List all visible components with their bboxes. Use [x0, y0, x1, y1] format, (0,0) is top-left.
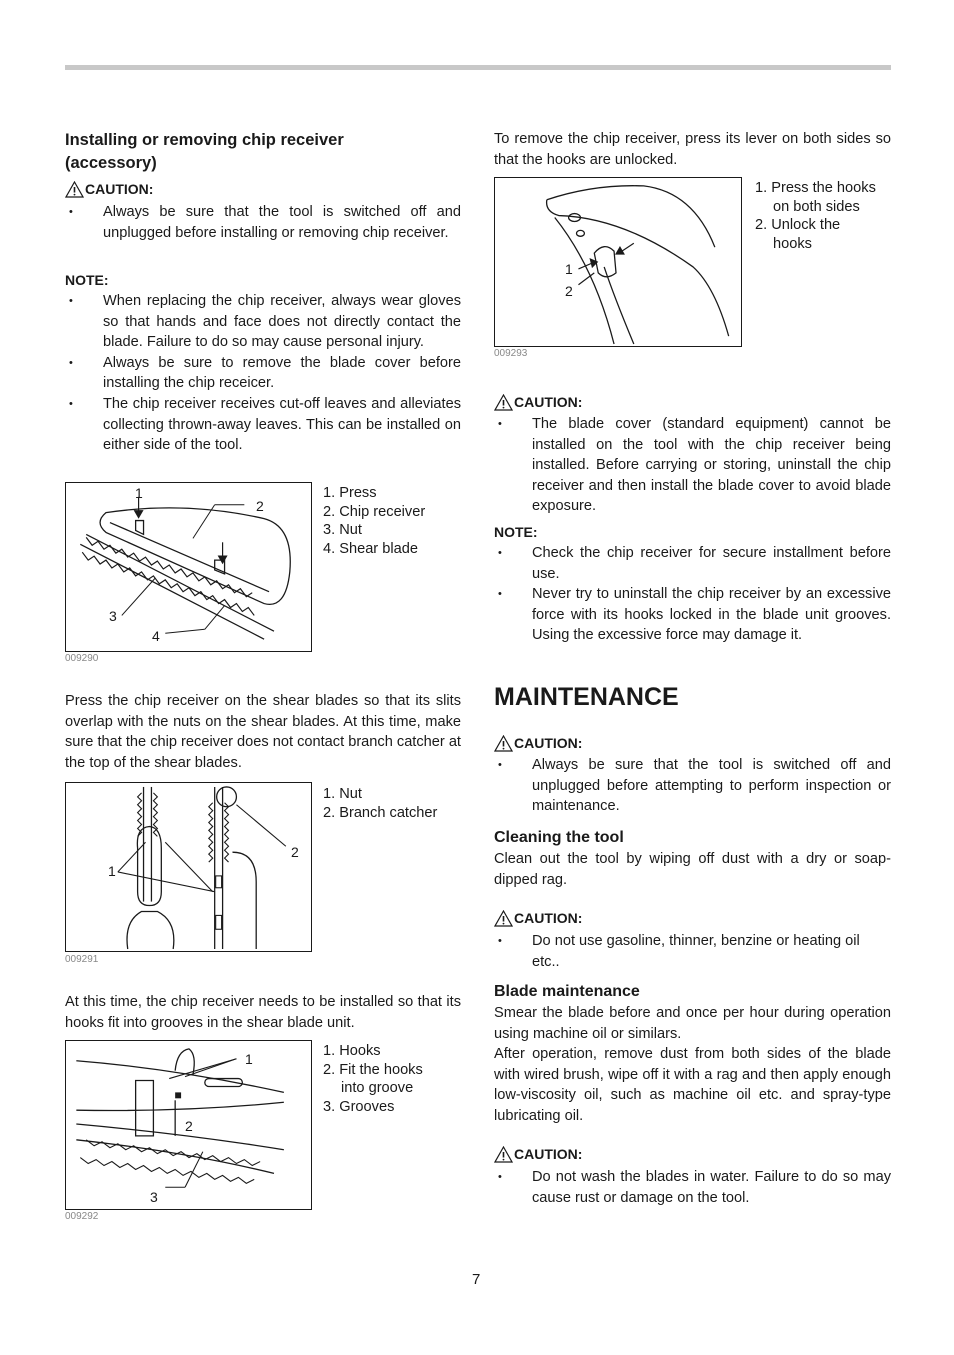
note-label: NOTE: — [494, 524, 538, 540]
callout-3: 3 — [150, 1189, 158, 1205]
list-item: • Always be sure that the tool is switched off and unplugged before attempting to perform inspection or maintenance. — [498, 757, 891, 815]
caution-label-text: CAUTION: — [514, 394, 583, 410]
bullet-icon: • — [498, 547, 502, 559]
figure-legend: 1. Nut 2. Branch catcher — [323, 786, 438, 821]
paragraph-cleaning: Clean out the tool by wiping off dust with a dry or soap-dipped rag. — [494, 851, 891, 888]
bullet-icon: • — [69, 356, 73, 369]
caution-label-text: CAUTION: — [514, 910, 583, 926]
warning-triangle-icon — [494, 910, 513, 927]
bullet-icon: • — [498, 418, 502, 430]
paragraph-remove-chip-receiver: To remove the chip receiver, press its lever on both sides so that the hooks are unlocked. — [494, 131, 891, 168]
chip-receiver-illustration — [66, 483, 311, 651]
callout-3: 3 — [109, 608, 117, 624]
caution-label — [494, 734, 582, 752]
section-heading-maintenance: MAINTENANCE — [494, 683, 679, 711]
caution4-list — [494, 931, 891, 972]
figure-chip-receiver-press — [65, 482, 312, 652]
warning-triangle-icon — [494, 735, 513, 752]
warning-triangle-icon — [494, 394, 513, 411]
bullet-icon: • — [498, 1171, 502, 1183]
bullet-icon: • — [498, 588, 502, 601]
caution2-list — [494, 414, 891, 517]
list-item: • When replacing the chip receiver, always wear gloves so that hands and face does not directly contact the blade. Failure to do so may cause personal injury. — [69, 293, 461, 351]
callout-2: 2 — [256, 498, 264, 514]
figure-legend: 1. Press the hooks on both sides 2. Unlock the hooks — [755, 180, 876, 252]
list-item: • Always be sure that the tool is switched off and unplugged before installing or removing chip receiver. — [69, 204, 461, 241]
warning-triangle-icon — [65, 181, 84, 198]
caution-label — [65, 180, 153, 198]
callout-1: 1 — [245, 1051, 253, 1067]
callout-2: 2 — [185, 1118, 193, 1134]
bullet-icon: • — [69, 206, 73, 218]
figure-code: 009290 — [65, 653, 99, 664]
caution-label — [494, 393, 582, 411]
note2-list — [494, 543, 891, 646]
caution-label — [494, 909, 582, 927]
list-item: • The chip receiver receives cut-off leaves and alleviates collecting thrown-away leaves. This can be installed on either side of the tool. — [69, 395, 461, 454]
figure-nut-branch-catcher — [65, 782, 312, 952]
caution-label-text: CAUTION: — [514, 1146, 583, 1162]
figure-legend: 1. Hooks 2. Fit the hooks into groove 3. Grooves — [323, 1043, 423, 1115]
paragraph-hooks-grooves: At this time, the chip receiver needs to be installed so that its hooks fit into grooves in the shear blade unit. — [65, 994, 461, 1031]
figure-hooks-grooves — [65, 1040, 312, 1210]
unlock-hooks-illustration — [495, 178, 741, 346]
subheading-cleaning: Cleaning the tool — [494, 829, 624, 846]
callout-1: 1 — [565, 261, 573, 277]
figure-unlock-hooks — [494, 177, 742, 347]
caution5-list — [494, 1167, 891, 1208]
list-item: • Check the chip receiver for secure installment before use. — [498, 545, 891, 582]
page-number: 7 — [472, 1271, 481, 1288]
callout-1: 1 — [135, 485, 143, 501]
caution3-list — [494, 755, 891, 817]
note1-list — [65, 291, 461, 456]
install-heading: Installing or removing chip receiver (accessory) — [65, 131, 344, 172]
figure-code: 009293 — [494, 348, 528, 359]
nut-branch-catcher-illustration — [66, 783, 311, 951]
bullet-icon: • — [498, 759, 502, 771]
paragraph-blade-2: After operation, remove dust from both sides of the blade with wired brush, wipe off it with a rag and then apply enough low-viscosity oil, such as machine oil etc. and spray-type lubricating oil. — [494, 1046, 891, 1124]
warning-triangle-icon — [494, 1146, 513, 1163]
list-item: • Do not wash the blades in water. Failure to do so may cause rust or damage on the tool. — [498, 1169, 891, 1206]
bullet-icon: • — [498, 935, 502, 947]
figure-code: 009292 — [65, 1211, 99, 1222]
bullet-icon: • — [69, 397, 73, 410]
paragraph-blade-1: Smear the blade before and once per hour during operation using machine oil or similars. — [494, 1005, 891, 1042]
list-item: • Do not use gasoline, thinner, benzine or heating oil etc.. — [498, 933, 860, 970]
caution-label-text: CAUTION: — [85, 181, 154, 197]
list-item: • Never try to uninstall the chip receiver by an excessive force with its hooks locked in the blade unit grooves. Using the excessive force may damage it. — [498, 586, 891, 644]
callout-2: 2 — [291, 844, 299, 860]
header-rule — [65, 65, 891, 70]
note-label: NOTE: — [65, 272, 109, 288]
caution-label-text: CAUTION: — [514, 735, 583, 751]
caution1-list — [65, 202, 461, 243]
callout-4: 4 — [152, 628, 160, 644]
bullet-icon: • — [69, 295, 73, 307]
paragraph-press-chip-receiver: Press the chip receiver on the shear blades so that its slits overlap with the nuts on the shear blades. At this time, make sure that the chip receiver does not contact branch catcher at the top of the shear blades. — [65, 693, 461, 771]
list-item: • Always be sure to remove the blade cover before installing the chip receicer. — [69, 354, 461, 392]
caution-label — [494, 1145, 582, 1163]
callout-2: 2 — [565, 283, 573, 299]
list-item: • The blade cover (standard equipment) cannot be installed on the tool with the chip receiver being installed. Before carrying or storing, uninstall the chip receiver and then install the blade cover to avoid blade exposure. — [498, 416, 891, 515]
figure-legend: 1. Press 2. Chip receiver 3. Nut 4. Shear blade — [323, 485, 426, 557]
figure-code: 009291 — [65, 954, 99, 965]
callout-1: 1 — [108, 863, 116, 879]
subheading-blade-maintenance: Blade maintenance — [494, 983, 640, 1000]
